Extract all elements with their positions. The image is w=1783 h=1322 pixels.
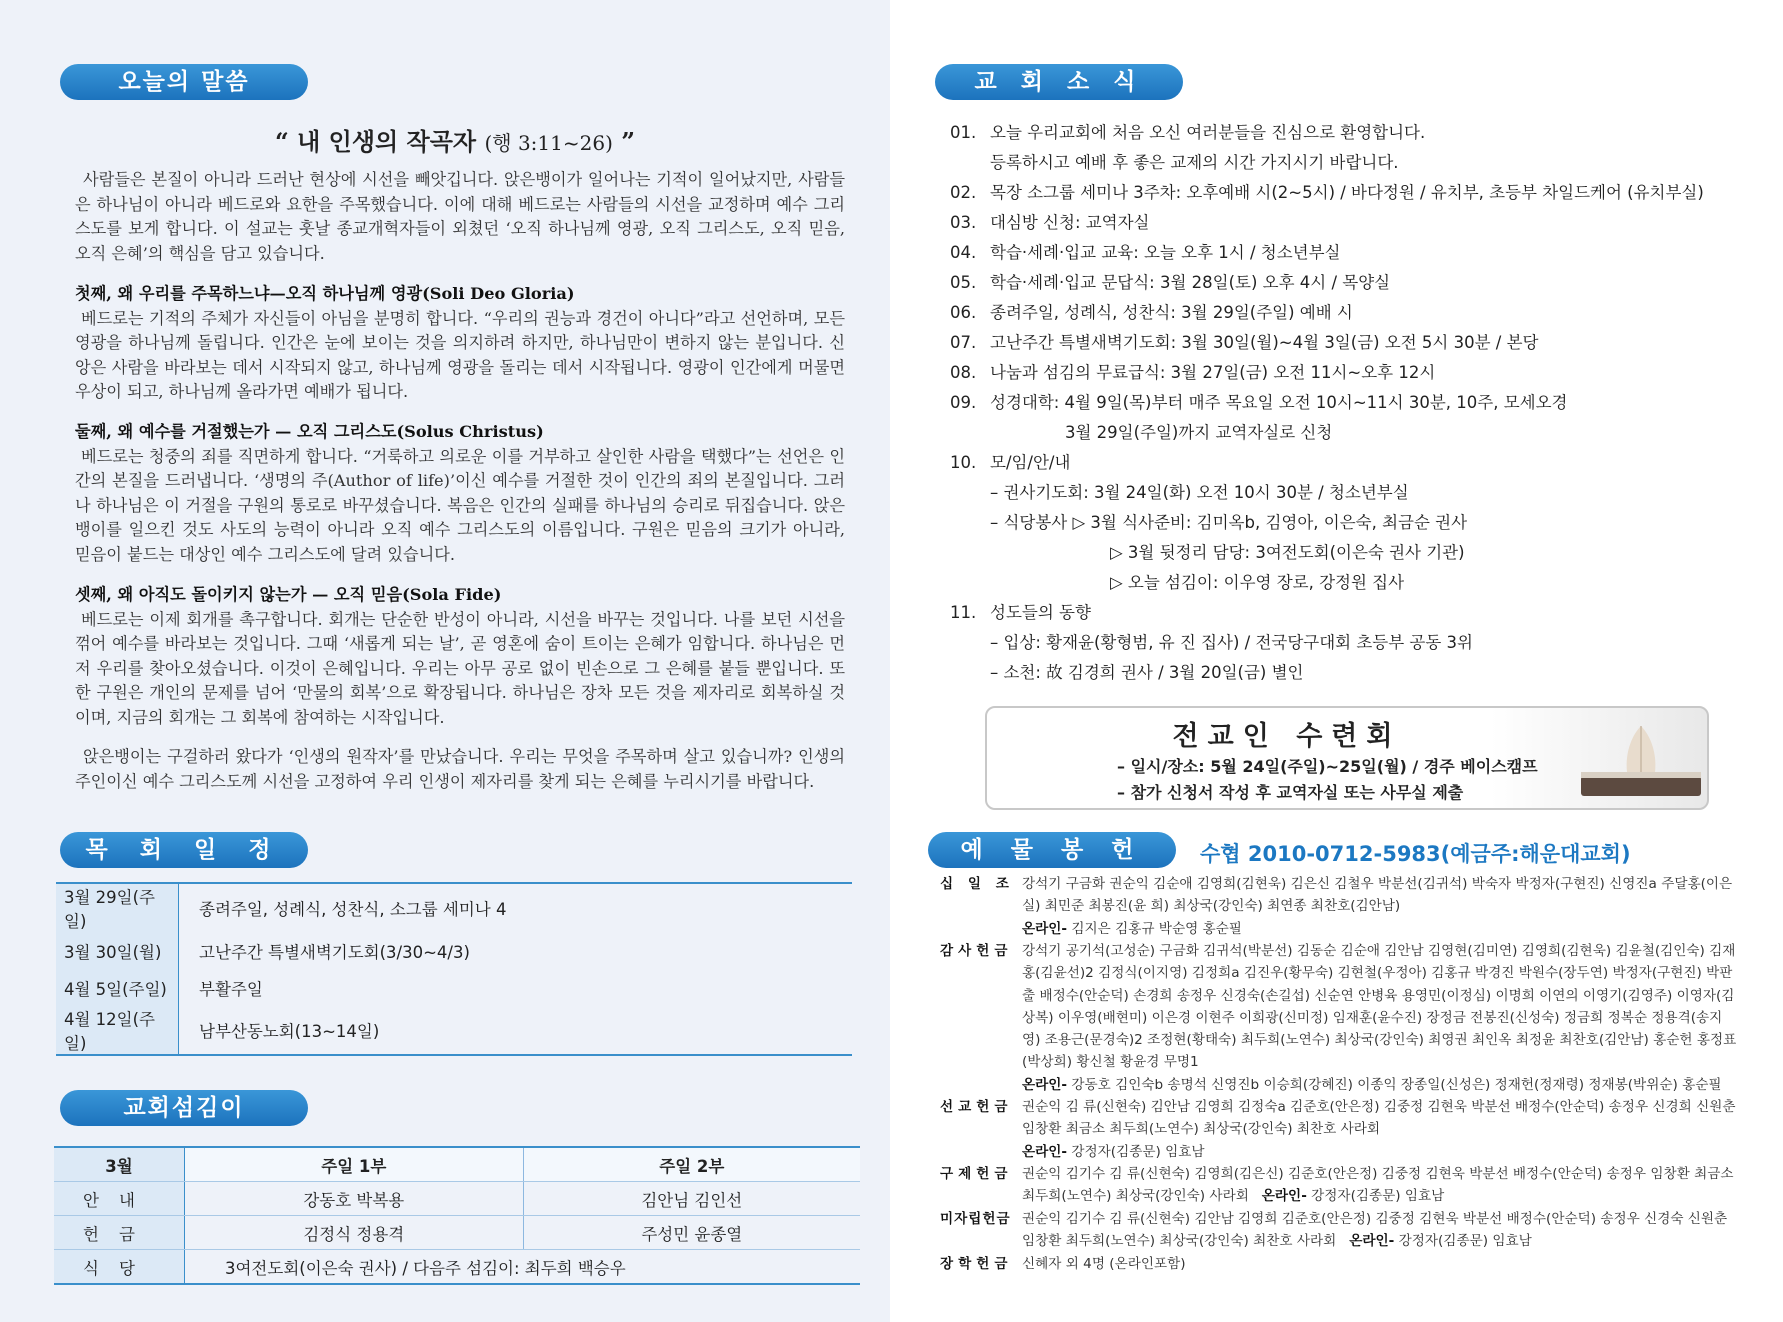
serve-col-month: 3월 xyxy=(54,1147,185,1182)
schedule-date: 4월 12일(주일) xyxy=(56,1006,179,1055)
online-label: 온라인- xyxy=(1261,1188,1307,1205)
sermon-intro: 사람들은 본질이 아니라 드러난 현상에 시선을 빼앗깁니다. 앉은뱅이가 일어나는 기적이 일어났지만, 사람들은 하나님이 아니라 베드로와 요한을 주목했습니다. 이에 대해 베드로는 사람들의 시선을 교정하며 예수 그리스도를 보게 합니다. 이 설교는 훗날 종교개혁자들이 외쳤던 ‘오직 하나님께 영광, 오직 그리스도, 오직 믿음, 오직 은혜’의 핵심을 담고 있습니다. xyxy=(75,170,845,263)
bank-account: 수협 2010-0712-5983(예금주:해운대교회) xyxy=(1200,842,1631,866)
offering-thanks xyxy=(940,940,1740,1096)
offering-label: 미자립헌금 xyxy=(940,1211,1011,1227)
list-item xyxy=(950,118,1750,148)
list-item xyxy=(950,268,1750,298)
schedule-date: 3월 30일(월) xyxy=(56,932,179,969)
online-names: 강정자(김종문) 임효남 xyxy=(1071,1143,1205,1160)
schedule-event: 남부산동노회(13~14일) xyxy=(199,1022,380,1041)
news-text: – 소천: 故 김경희 권사 / 3월 20일(금) 별인 xyxy=(990,663,1304,682)
sermon-title xyxy=(60,122,850,157)
news-text: 모/임/안/내 xyxy=(990,453,1071,472)
news-text: – 권사기도회: 3월 24일(화) 오전 10시 30분 / 청소년부실 xyxy=(990,483,1409,502)
item-number: 11. xyxy=(950,603,977,622)
offering-names-text: 권순익 김기수 김 류(신현숙) 김영희(김은신) 김준호(안은정) 김중정 김현욱 박분선 배정수(안순덕) 송정우 임창환 최금소 최두희(노연수) 최상국(강인숙) 사라회 xyxy=(1022,1166,1734,1205)
item-number: 04. xyxy=(950,243,977,262)
item-number: 05. xyxy=(950,273,977,292)
serve-food-cell: 3여전도회(이은숙 권사) / 다음주 섬김이: 최두희 백승우 xyxy=(185,1250,861,1285)
offering-names: 신혜자 외 4명 (온라인포함) xyxy=(1022,1256,1186,1272)
online-names: 강정자(김종문) 임효남 xyxy=(1311,1188,1445,1205)
sermon-closing: 앉은뱅이는 구걸하러 왔다가 ‘인생의 원작자’를 만났습니다. 우리는 무엇을 주목하며 살고 있습니까? 인생의 주인이신 예수 그리스도께 시선을 고정하여 우리 인생이 제자리를 찾게 되는 은혜를 누리시기를 바랍니다. xyxy=(75,747,845,791)
serve-cell: 김정식 정용격 xyxy=(185,1216,524,1250)
offering-label: 십 일 조 xyxy=(940,876,1014,892)
point-3-title: 셋째, 왜 아직도 돌이키지 않는가 — 오직 믿음(Sola Fide) xyxy=(75,585,502,604)
serve-label: 식당 xyxy=(54,1250,185,1285)
sermon-title-text: “ 내 인생의 작곡자 xyxy=(274,127,485,156)
offering-names xyxy=(1022,1163,1740,1208)
online-label: 온라인- xyxy=(1022,1076,1068,1093)
offering-online xyxy=(1022,1141,1740,1163)
sermon-point-1 xyxy=(75,282,845,405)
news-text: – 식당봉사 ▷ 3월 식사준비: 김미옥b, 김영아, 이은숙, 최금순 권사 xyxy=(990,513,1468,532)
table-row xyxy=(54,1216,860,1250)
schedule-event: 부활주일 xyxy=(199,979,263,999)
serve-header: 교회섬김이 xyxy=(60,1090,308,1126)
left-page xyxy=(0,0,890,1322)
serve-table xyxy=(54,1146,860,1285)
offering-label: 구제헌금 xyxy=(940,1166,1013,1182)
table-row xyxy=(54,1182,860,1216)
praying-hands-icon xyxy=(1581,716,1701,800)
table-row xyxy=(56,883,852,932)
news-text: 고난주간 특별새벽기도회: 3월 30일(월)~4월 3일(금) 오전 5시 30분 / 본당 xyxy=(990,333,1539,352)
news-text: ▷ 오늘 섬김이: 이우영 장로, 강정원 집사 xyxy=(1110,573,1405,592)
serve-cell: 강동호 박복용 xyxy=(185,1182,524,1216)
news-text: 종려주일, 성례식, 성찬식: 3월 29일(주일) 예배 시 xyxy=(990,303,1353,322)
sermon-header: 오늘의 말씀 xyxy=(60,64,308,100)
serve-col-service1: 주일 1부 xyxy=(185,1147,524,1182)
table-row xyxy=(56,932,852,969)
item-number: 08. xyxy=(950,363,977,382)
news-list xyxy=(950,118,1750,688)
news-text: – 입상: 황재윤(황형범, 유 진 집사) / 전국당구대회 초등부 공동 3위 xyxy=(990,633,1473,652)
online-names: 김지은 김홍규 박순영 홍순필 xyxy=(1071,920,1242,937)
serve-cell: 주성민 윤종열 xyxy=(523,1216,860,1250)
point-3-body: 베드로는 이제 회개를 촉구합니다. 회개는 단순한 반성이 아니라, 시선을 바꾸는 것입니다. 나를 보던 시선을 꺾어 예수를 바라보는 것입니다. 그때 ‘새롭게 되는 날’, 곧 영혼에 숨이 트이는 은혜가 임합니다. 하나님은 먼저 우리를 찾아오셨습니다. 이것이 은혜입니다. 우리는 아무 공로 없이 빈손으로 그 은혜를 붙들 뿐입니다. 또한 구원은 개인의 문제를 넘어 ‘만물의 회복’으로 확장됩니다. 하나님은 장차 모든 것을 제자리로 회복하실 것이며, 지금의 회개는 그 회복에 참여하는 시작입니다. xyxy=(75,609,845,727)
online-label: 온라인- xyxy=(1349,1233,1395,1250)
news-text: 학습·세례·입교 교육: 오늘 오후 1시 / 청소년부실 xyxy=(990,243,1341,262)
offering-online xyxy=(1022,1074,1740,1096)
list-item xyxy=(950,448,1750,478)
online-label: 온라인- xyxy=(1022,920,1068,937)
news-header: 교 회 소 식 xyxy=(935,64,1183,100)
schedule-table xyxy=(56,882,852,1056)
item-number: 03. xyxy=(950,213,977,232)
list-item xyxy=(950,178,1750,208)
online-names: 강동호 김인숙b 송명석 신영진b 이승희(강혜진) 이종익 장종일(신성은) 정재헌(정재령) 정재봉(박위순) 홍순필 xyxy=(1071,1076,1722,1093)
schedule-header: 목 회 일 정 xyxy=(60,832,308,868)
offering-relief xyxy=(940,1163,1740,1208)
schedule-date: 4월 5일(주일) xyxy=(56,969,179,1006)
serve-col-service2: 주일 2부 xyxy=(523,1147,860,1182)
sermon-reference: (행 3:11~26) xyxy=(484,131,613,155)
serve-label: 안내 xyxy=(54,1182,185,1216)
list-item xyxy=(950,598,1750,628)
item-number: 01. xyxy=(950,123,977,142)
online-label: 온라인- xyxy=(1022,1143,1068,1160)
offering-names-text: 권순익 김기수 김 류(신현숙) 김안남 김영희 김준호(안은정) 김중정 김현욱 박분선 배정수(안순덕) 송정우 신경숙 신원춘 임창환 최두희(노연수) 최상국(강인숙) 최찬호 사라회 xyxy=(1022,1211,1728,1250)
news-text: 나눔과 섬김의 무료급식: 3월 27일(금) 오전 11시~오후 12시 xyxy=(990,363,1436,382)
table-row xyxy=(54,1250,860,1285)
list-item xyxy=(950,328,1750,358)
online-names: 강정자(김종문) 임효남 xyxy=(1398,1233,1532,1250)
offering-names: 강석기 구금화 권순익 김순애 김영희(김현욱) 김은신 김철우 박분선(김귀석) 박숙자 박정자(구현진) 신영진a 주달홍(이은실) 최민준 최봉진(윤 희) 최상국(강인숙) 최연종 최찬호(김안남) xyxy=(1022,876,1733,915)
serve-label: 헌금 xyxy=(54,1216,185,1250)
point-1-body: 베드로는 기적의 주체가 자신들이 아님을 분명히 합니다. “우리의 권능과 경건이 아니다”라고 선언하며, 모든 영광을 하나님께 돌립니다. 인간은 눈에 보이는 것을 의지하려 하지만, 하나님만이 변하지 않는 분입니다. 신앙은 사람을 바라보는 데서 시작되지 않고, 하나님께 영광을 돌리는 데서 시작됩니다. 영광이 인간에게 머물면 우상이 되고, 하나님께 올라가면 예배가 됩니다. xyxy=(75,308,845,401)
item-number: 10. xyxy=(950,453,977,472)
news-text: 성도들의 동향 xyxy=(990,603,1091,622)
sermon-point-2 xyxy=(75,420,845,567)
right-page xyxy=(890,0,1783,1322)
news-text: ▷ 3월 뒷정리 담당: 3여전도회(이은숙 권사 기관) xyxy=(1110,543,1465,562)
point-2-body: 베드로는 청중의 죄를 직면하게 합니다. “거룩하고 의로운 이를 거부하고 살인한 사람을 택했다”는 선언은 인간의 본질을 드러냅니다. ‘생명의 주(Author of life)’이신 예수를 거절한 것이 인간의 죄의 본질입니다. 그러나 하나님은 이 거절을 구원의 통로로 바꾸셨습니다. 복음은 인간의 실패를 하나님의 승리로 뒤집습니다. 앉은뱅이를 일으킨 것도 사도의 능력이 아니라 오직 예수 그리스도의 이름입니다. 구원은 믿음의 크기가 아니라, 믿음이 붙드는 대상인 예수 그리스도에 달려 있습니다. xyxy=(75,446,845,564)
list-item xyxy=(950,298,1750,328)
table-row xyxy=(56,969,852,1006)
schedule-event: 고난주간 특별새벽기도회(3/30~4/3) xyxy=(199,942,470,962)
offering-scholarship xyxy=(940,1253,1740,1275)
offering-tithe xyxy=(940,873,1740,940)
offering-names xyxy=(1022,1208,1740,1253)
list-item xyxy=(950,238,1750,268)
item-number: 02. xyxy=(950,183,977,202)
table-header-row xyxy=(54,1147,860,1182)
retreat-line-1: – 일시/장소: 5월 24일(주일)~25일(월) / 경주 베이스캠프 xyxy=(1117,757,1538,776)
retreat-box xyxy=(985,706,1709,810)
retreat-line-2: – 참가 신청서 작성 후 교역자실 또는 사무실 제출 xyxy=(1117,783,1464,802)
offering-names: 강석기 공기석(고성순) 구금화 김귀석(박분선) 김동순 김순애 김안남 김영현(김미연) 김영희(김현욱) 김윤철(김인숙) 김재홍(김윤선)2 김정식(이지영) 김정희a 김진우(황무숙) 김현철(우정아) 김홍규 박경진 박원수(장두연) 박정자(구현진) 박판출 배정수(안순덕) 손경희 송정우 신경숙(손길섭) 신순연 안병육 용영민(이정심) 이명희 이연의 이영기(김영주) 이영자(김상복) 이우영(배현미) 이은경 이현주 이희광(신미정) 임재훈(윤수진) 장정금 전봉진(신성숙) 정금희 정복순 정용격(송지영) 조용근(문경숙)2 조정현(황태숙) 최두희(노연수) 최상국(강인숙) 최영권 최인옥 최정윤 최찬호(김안남) 홍순헌 홍정표(박상희) 황신철 황윤경 무명1 xyxy=(1022,943,1737,1071)
serve-cell: 김안님 김인선 xyxy=(523,1182,860,1216)
news-text: 성경대학: 4월 9일(목)부터 매주 목요일 오전 10시~11시 30분, 10주, 모세오경 xyxy=(990,393,1568,412)
offering-online xyxy=(1022,918,1740,940)
list-item xyxy=(950,208,1750,238)
schedule-event: 종려주일, 성례식, 성찬식, 소그룹 세미나 4 xyxy=(199,900,507,919)
offering-header: 예 물 봉 헌 xyxy=(928,832,1176,868)
offering-future xyxy=(940,1208,1740,1253)
news-text: 목장 소그룹 세미나 3주차: 오후예배 시(2~5시) / 바다정원 / 유치부, 초등부 차일드케어 (유치부실) xyxy=(990,183,1704,202)
offering-label: 감사헌금 xyxy=(940,943,1013,959)
news-text: 학습·세례·입교 문답식: 3월 28일(토) 오후 4시 / 목양실 xyxy=(990,273,1391,292)
item-number: 09. xyxy=(950,393,977,412)
news-text: 대심방 신청: 교역자실 xyxy=(990,213,1150,232)
retreat-title: 전교인 수련회 xyxy=(1172,721,1402,752)
item-number: 07. xyxy=(950,333,977,352)
sermon-title-close: ” xyxy=(612,127,636,156)
news-text: 등록하시고 예배 후 좋은 교제의 시간 가지시기 바랍니다. xyxy=(990,153,1399,172)
point-1-title: 첫째, 왜 우리를 주목하느냐—오직 하나님께 영광(Soli Deo Gloria) xyxy=(75,284,575,303)
point-2-title: 둘째, 왜 예수를 거절했는가 — 오직 그리스도(Solus Christus) xyxy=(75,422,544,441)
news-text: 3월 29일(주일)까지 교역자실로 신청 xyxy=(1065,423,1333,442)
schedule-date: 3월 29일(주일) xyxy=(56,883,179,932)
offering-label: 장학헌금 xyxy=(940,1256,1013,1272)
news-text: 오늘 우리교회에 처음 오신 여러분들을 진심으로 환영합니다. xyxy=(990,123,1426,142)
list-item xyxy=(950,388,1750,418)
offering-mission xyxy=(940,1096,1740,1163)
table-row xyxy=(56,1006,852,1055)
sermon-point-3 xyxy=(75,583,845,730)
item-number: 06. xyxy=(950,303,977,322)
offering-label: 선교헌금 xyxy=(940,1099,1013,1115)
offering-names: 권순익 김 류(신현숙) 김안남 김영희 김정숙a 김준호(안은정) 김중정 김현욱 박분선 배정수(안순덕) 송정우 신경희 신원춘 임창환 최금소 최두희(노연수) 최상국(강인숙) 최찬호 사라회 xyxy=(1022,1099,1736,1138)
list-item xyxy=(950,358,1750,388)
